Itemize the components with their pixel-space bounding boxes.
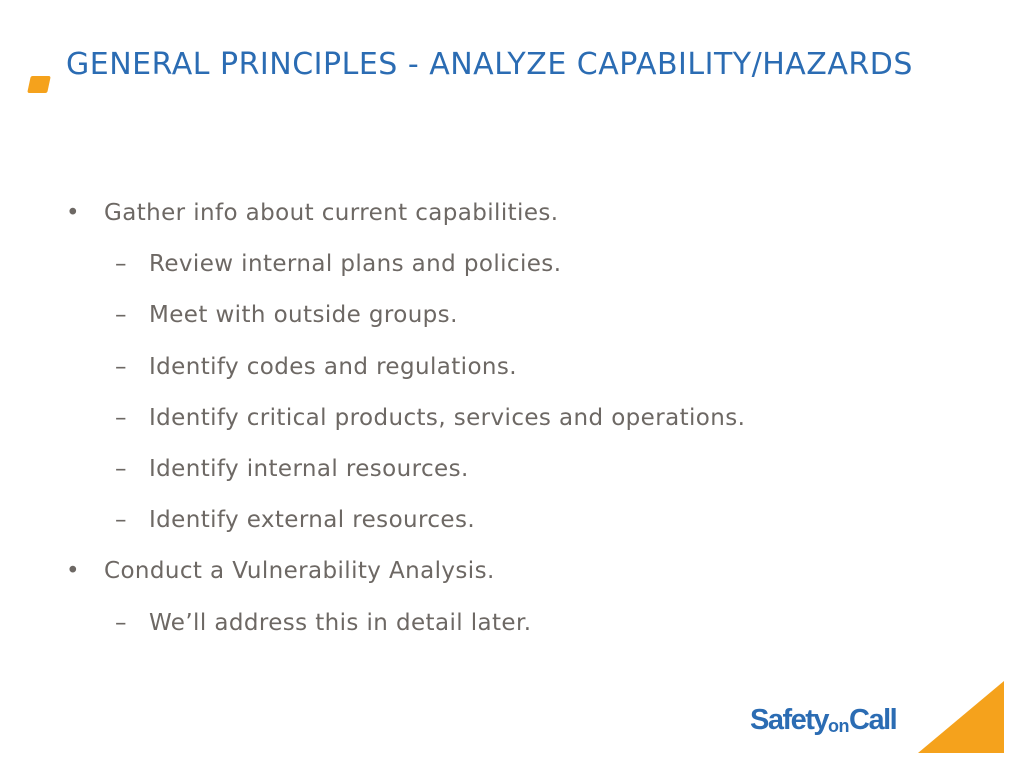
dash-marker: – [115,353,127,380]
dash-marker: – [115,404,127,431]
sub-bullet-item [0,401,1024,452]
sub-bullet-item [0,452,1024,503]
bullet-text: Gather info about current capabilities. [104,200,559,226]
safety-on-call-logo [750,700,896,746]
logo-word-call: Call [849,704,897,736]
sub-bullet-text: Meet with outside groups. [149,302,458,329]
bullet-text: Conduct a Vulnerability Analysis. [104,558,495,585]
bullet-item [0,196,1024,247]
sub-bullet-item [0,606,1024,657]
logo-word-on: on [828,716,850,736]
sub-bullet-item [0,503,1024,554]
sub-bullet-item [0,247,1024,298]
dash-marker: – [115,302,127,329]
sub-bullet-text: Review internal plans and policies. [149,251,562,278]
sub-bullet-text: We’ll address this in detail later. [149,609,532,636]
logo-word-safety: Safety [750,704,829,736]
dash-marker: – [115,251,127,278]
slide-title: GENERAL PRINCIPLES - ANALYZE CAPABILITY/HAZARDS [66,47,913,82]
sub-bullet-text: Identify critical products, services and operations. [149,404,746,431]
sub-bullet-text: Identify external resources. [149,507,476,534]
orange-triangle-icon [918,681,1004,753]
dash-marker: – [115,455,127,482]
bullet-list [0,196,1024,657]
bullet-item [0,554,1024,605]
sub-bullet-item [0,298,1024,349]
orange-parallelogram-icon [27,76,51,93]
bullet-marker: • [66,200,80,226]
dash-marker: – [115,507,127,534]
sub-bullet-item [0,350,1024,401]
sub-bullet-text: Identify codes and regulations. [149,353,517,380]
bullet-marker: • [66,558,80,585]
sub-bullet-text: Identify internal resources. [149,455,469,482]
dash-marker: – [115,609,127,636]
